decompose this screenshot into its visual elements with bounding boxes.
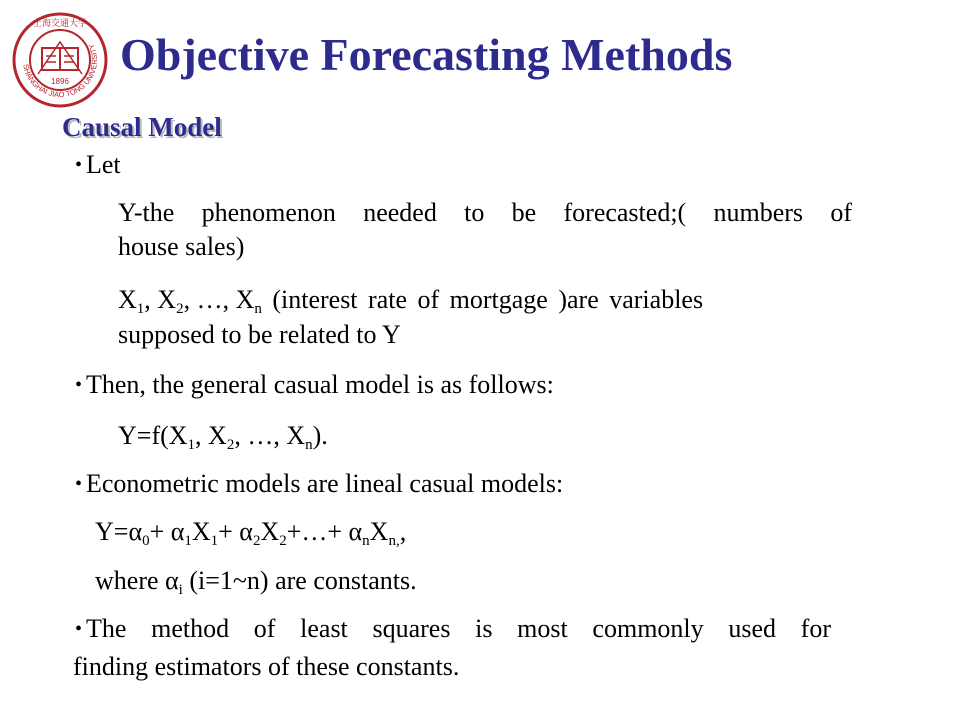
logo-top-text: 上海交通大学 [32,19,88,29]
bullet-marker: • [75,154,83,176]
general-model-formula: $Y=f(X_1$, $X_2$, …, $X_n$). [118,421,328,453]
least-squares-line1: The method of least squares is most commonly used for [86,614,831,643]
constants-note: where $\alpha_i$ (i=1~n) are constants. [95,566,417,598]
logo-ring-text: SHANGHAI JIAO TONG UNIVERSITY [21,42,100,100]
section-subtitle: Causal Model [62,112,222,142]
bullet-marker: • [75,473,83,495]
least-squares-line2: finding estimators of these constants. [73,652,460,681]
bullet-marker: • [75,618,83,640]
university-logo [12,12,108,108]
y-definition-line2: house sales) [118,232,245,261]
linear-model-formula: $Y=\alpha_0+ \alpha_1X_1+$ $\alpha_2X_2+\dots+ \alpha_nX_{n,}$, [95,517,407,549]
logo-year: 1896 [51,77,69,86]
slide-title: Objective Forecasting Methods [120,29,733,80]
bullet-let: Let [86,150,121,179]
x-definition-line2: supposed to be related to Y [118,320,401,349]
bullet-then: Then, the general casual model is as follows: [86,370,554,399]
y-definition-line1: Y-the phenomenon needed to be forecasted;( numbers of [118,198,852,227]
bullet-marker: • [75,374,83,396]
x-definition-line1: $X_1$, $X_2$, …, $X_n$ (interest rate of mortgage )are variables [118,285,704,317]
bullet-econometric: Econometric models are lineal casual models: [86,469,564,498]
